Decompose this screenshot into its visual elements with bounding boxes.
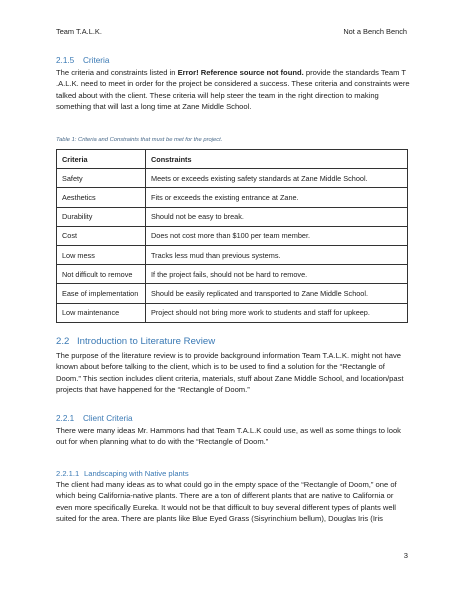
heading-number: 2.2: [56, 336, 70, 347]
table-header-criteria: Criteria: [57, 150, 146, 169]
heading-literature-review: [56, 336, 215, 347]
table-row: [57, 245, 408, 264]
text-line: known about before talking to the client, which is to be used to find a solution for the “Rectangle of: [56, 362, 385, 372]
table-cell: Fits or exceeds the existing entrance at Zane.: [146, 188, 408, 207]
heading-number: 2.2.1: [56, 414, 75, 423]
table-cell: Does not cost more than $100 per team member.: [146, 226, 408, 245]
client-criteria-paragraph: [56, 425, 410, 448]
heading-title: Introduction to Literature Review: [77, 336, 216, 347]
table-cell: Ease of implementation: [57, 284, 146, 303]
text-line: [56, 67, 410, 78]
table-cell: Low mess: [57, 245, 146, 264]
reference-error-text: Error! Reference source not found.: [177, 68, 304, 77]
table-row: [57, 284, 408, 303]
table-cell: Not difficult to remove: [57, 265, 146, 284]
table-header-constraints: Constraints: [146, 150, 408, 169]
table-row: [57, 226, 408, 245]
table-cell: Should not be easy to break.: [146, 207, 408, 226]
table-cell: Should be easily replicated and transported to Zane Middle School.: [146, 284, 408, 303]
heading-client-criteria: [56, 414, 133, 423]
page-header: [56, 27, 407, 39]
text-line: talked about with the client. These criteria will help steer the team in the right direction to making: [56, 90, 379, 100]
text-line: The purpose of the literature review is to provide background information Team T.A.L.K. might not have: [56, 351, 401, 360]
table-row: [57, 207, 408, 226]
text-run: provide the standards Team T: [303, 68, 407, 77]
criteria-table: [56, 149, 408, 323]
table-cell: Durability: [57, 207, 146, 226]
literature-paragraph: [56, 350, 410, 396]
text-line: suited for the area. There are plants like Blue Eyed Grass (Sisyrinchium bellum), Douglas Iris (Iris: [56, 514, 383, 524]
table-row: [57, 169, 408, 188]
text-line: projects that have happened for the “Rectangle of Doom.”: [56, 385, 250, 395]
table-cell: Meets or exceeds existing safety standards at Zane Middle School.: [146, 169, 408, 188]
table-cell: Cost: [57, 226, 146, 245]
heading-landscaping: [56, 469, 189, 478]
heading-number: 2.1.5: [56, 56, 75, 65]
table-caption: Table 1: Criteria and Constraints that must be met for the project.: [56, 137, 223, 143]
criteria-paragraph: [56, 67, 410, 113]
text-line: The client had many ideas as to what could go in the empty space of the “Rectangle of Doom,” one of: [56, 480, 397, 489]
page-number: 3: [403, 551, 408, 560]
landscaping-paragraph: [56, 479, 410, 525]
table-cell: If the project fails, should not be hard to remove.: [146, 265, 408, 284]
table-row: [57, 265, 408, 284]
table-cell: Low maintenance: [57, 303, 146, 322]
heading-criteria: [56, 56, 109, 65]
table-cell: Safety: [57, 169, 146, 188]
text-line: .A.L.K. need to meet in order for the project be considered a success. These criteria and constraints were: [56, 79, 410, 89]
text-line: something that will last a long time at Zane Middle School.: [56, 102, 252, 112]
text-line: even more specifically Eureka. It would not be that difficult to buy several different types of plants well: [56, 502, 396, 512]
text-run: The criteria and constraints listed in: [56, 68, 178, 77]
table-cell: Project should not bring more work to students and staff for upkeep.: [146, 303, 408, 322]
header-project-name: Not a Bench Bench: [343, 27, 407, 36]
table-cell: Tracks less mud than previous systems.: [146, 245, 408, 264]
text-line: out for when planning what to do with the “Rectangle of Doom.”: [56, 437, 269, 447]
table-row: [57, 188, 408, 207]
table-row: [57, 303, 408, 322]
heading-title: Criteria: [83, 56, 110, 65]
heading-number: 2.2.1.1: [56, 469, 80, 478]
table-cell: Aesthetics: [57, 188, 146, 207]
header-team-name: Team T.A.L.K.: [56, 27, 102, 36]
table-header-row: [57, 150, 408, 169]
text-line: Doom.” This section includes client criteria, materials, stuff about Zane Middle School, and location/past: [56, 373, 404, 383]
text-line: There were many ideas Mr. Hammons had that Team T.A.L.K could use, as well as some things to look: [56, 426, 401, 435]
text-line: which being California-native plants. There are a ton of different plants that are native to California or: [56, 491, 394, 501]
heading-title: Landscaping with Native plants: [84, 469, 189, 478]
heading-title: Client Criteria: [83, 414, 133, 423]
